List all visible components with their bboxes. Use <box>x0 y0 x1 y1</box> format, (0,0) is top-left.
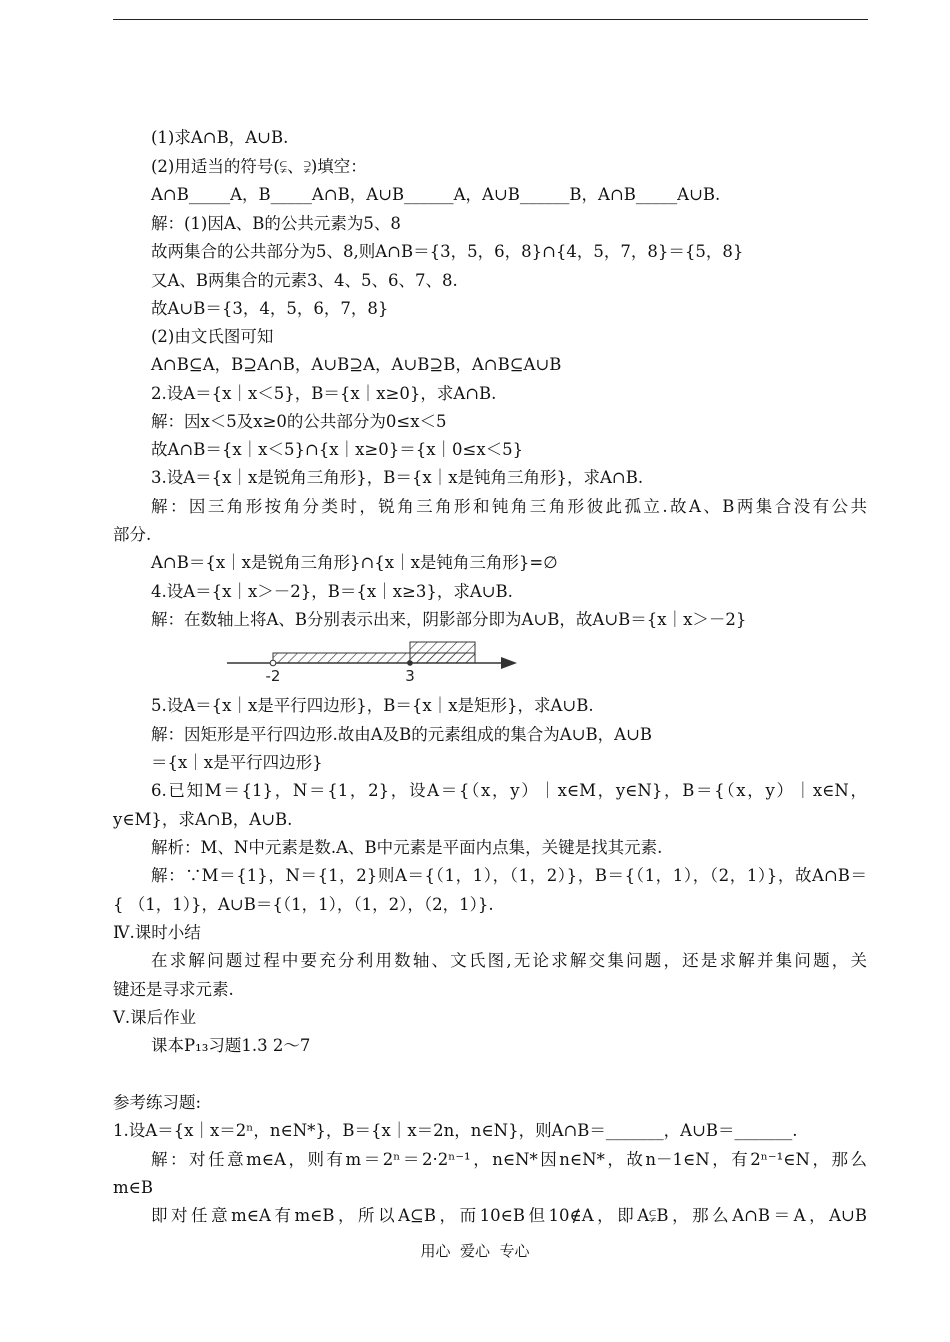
tick-label: -2 <box>265 667 281 685</box>
text-line: 键还是寻求元素. <box>113 980 234 999</box>
set-b-shading <box>410 642 475 663</box>
text-line: 解：因x＜5及x≥0的公共部分为0≤x＜5 <box>151 412 447 431</box>
text-line: A∩B_____A，B_____A∩B，A∪B______A，A∪B______B，A∩B_____A∪B. <box>151 185 721 204</box>
text-line: 解析：M、N中元素是数.A、B中元素是平面内点集，关键是找其元素. <box>151 838 663 857</box>
text-line: 解：对任意m∈A，则有m＝2ⁿ＝2·2ⁿ⁻¹，n∈N*因n∈N*，故n－1∈N，有2ⁿ⁻¹∈N，那么 <box>151 1150 867 1169</box>
text-line: 解：在数轴上将A、B分别表示出来，阴影部分即为A∪B，故A∪B＝{x｜x＞－2} <box>151 610 747 629</box>
tick-label: 3 <box>405 667 415 685</box>
text-line: 2.设A＝{x｜x＜5}，B＝{x｜x≥0}，求A∩B. <box>151 384 497 403</box>
text-line: 1.设A＝{x｜x＝2ⁿ，n∈N*}，B＝{x｜x＝2n，n∈N}，则A∩B＝_______，A∪B＝_______. <box>113 1121 798 1140</box>
text-line: 又A、B两集合的元素3、4、5、6、7、8. <box>151 271 458 290</box>
section-heading: 参考练习题: <box>113 1093 202 1112</box>
axis-arrow-icon <box>501 657 517 669</box>
text-line: 故A∪B＝{3，4，5，6，7，8} <box>151 299 389 318</box>
text-line: 在求解问题过程中要充分利用数轴、文氏图,无论求解交集问题，还是求解并集问题，关 <box>151 951 867 970</box>
text-line: { （1，1）}，A∪B＝{（1，1），（1，2），（2，1）}. <box>113 895 494 914</box>
text-line: 即对任意m∈A有m∈B，所以A⊆B，而10∈B但10∉A，即A⫋B，那么A∩B＝A，A∪B <box>151 1206 867 1225</box>
text-line: 3.设A＝{x｜x是锐角三角形}，B＝{x｜x是钝角三角形}，求A∩B. <box>151 468 644 487</box>
point-3 <box>407 660 413 666</box>
text-line: 4.设A＝{x｜x＞－2}，B＝{x｜x≥3}，求A∪B. <box>151 582 513 601</box>
number-line-diagram <box>225 636 525 686</box>
text-line: A∩B⊆A，B⊇A∩B，A∪B⊇A，A∪B⊇B，A∩B⊆A∪B <box>151 355 562 374</box>
header-rule <box>113 19 868 20</box>
point-minus-2 <box>270 660 276 666</box>
section-heading: Ⅳ.课时小结 <box>113 923 201 942</box>
text-line: 6.已知M＝{1}，N＝{1，2}，设A＝{（x，y）｜x∈M，y∈N}，B＝{（x，y）｜x∈N， <box>151 781 867 800</box>
section-heading: Ⅴ.课后作业 <box>113 1008 197 1027</box>
text-line: (2)用适当的符号(⫋、⫌)填空： <box>151 157 367 176</box>
text-line: 课本P₁₃习题1.3 2～7 <box>151 1036 311 1055</box>
text-line: y∈M}，求A∩B，A∪B. <box>113 810 293 829</box>
text-line: 故A∩B＝{x｜x＜5}∩{x｜x≥0}＝{x｜0≤x＜5} <box>151 440 524 459</box>
text-line: 5.设A＝{x｜x是平行四边形}，B＝{x｜x是矩形}，求A∪B. <box>151 696 594 715</box>
text-line: (1)求A∩B，A∪B. <box>151 128 289 147</box>
text-line: (2)由文氏图可知 <box>151 327 274 346</box>
text-line: 解：因矩形是平行四边形.故由A及B的元素组成的集合为A∪B，A∪B <box>151 725 653 744</box>
page-footer: 用心 爱心 专心 <box>420 1242 530 1260</box>
text-line: 部分. <box>113 525 152 544</box>
text-line: m∈B <box>113 1178 153 1197</box>
text-line: A∩B＝{x｜x是锐角三角形}∩{x｜x是钝角三角形}=∅ <box>151 553 558 572</box>
text-line: 解：(1)因A、B的公共元素为5、8 <box>151 214 401 233</box>
text-line: 解：∵M＝{1}，N＝{1，2}则A＝{（1，1），（1，2）}，B＝{（1，1），（2，1）}，故A∩B＝ <box>151 866 867 885</box>
text-line: 故两集合的公共部分为5、8,则A∩B＝{3，5，6，8}∩{4，5，7，8}＝{5，8} <box>151 242 744 261</box>
text-line: ＝{x｜x是平行四边形} <box>151 753 323 772</box>
text-line: 解：因三角形按角分类时，锐角三角形和钝角三角形彼此孤立.故A、B两集合没有公共 <box>151 497 867 516</box>
